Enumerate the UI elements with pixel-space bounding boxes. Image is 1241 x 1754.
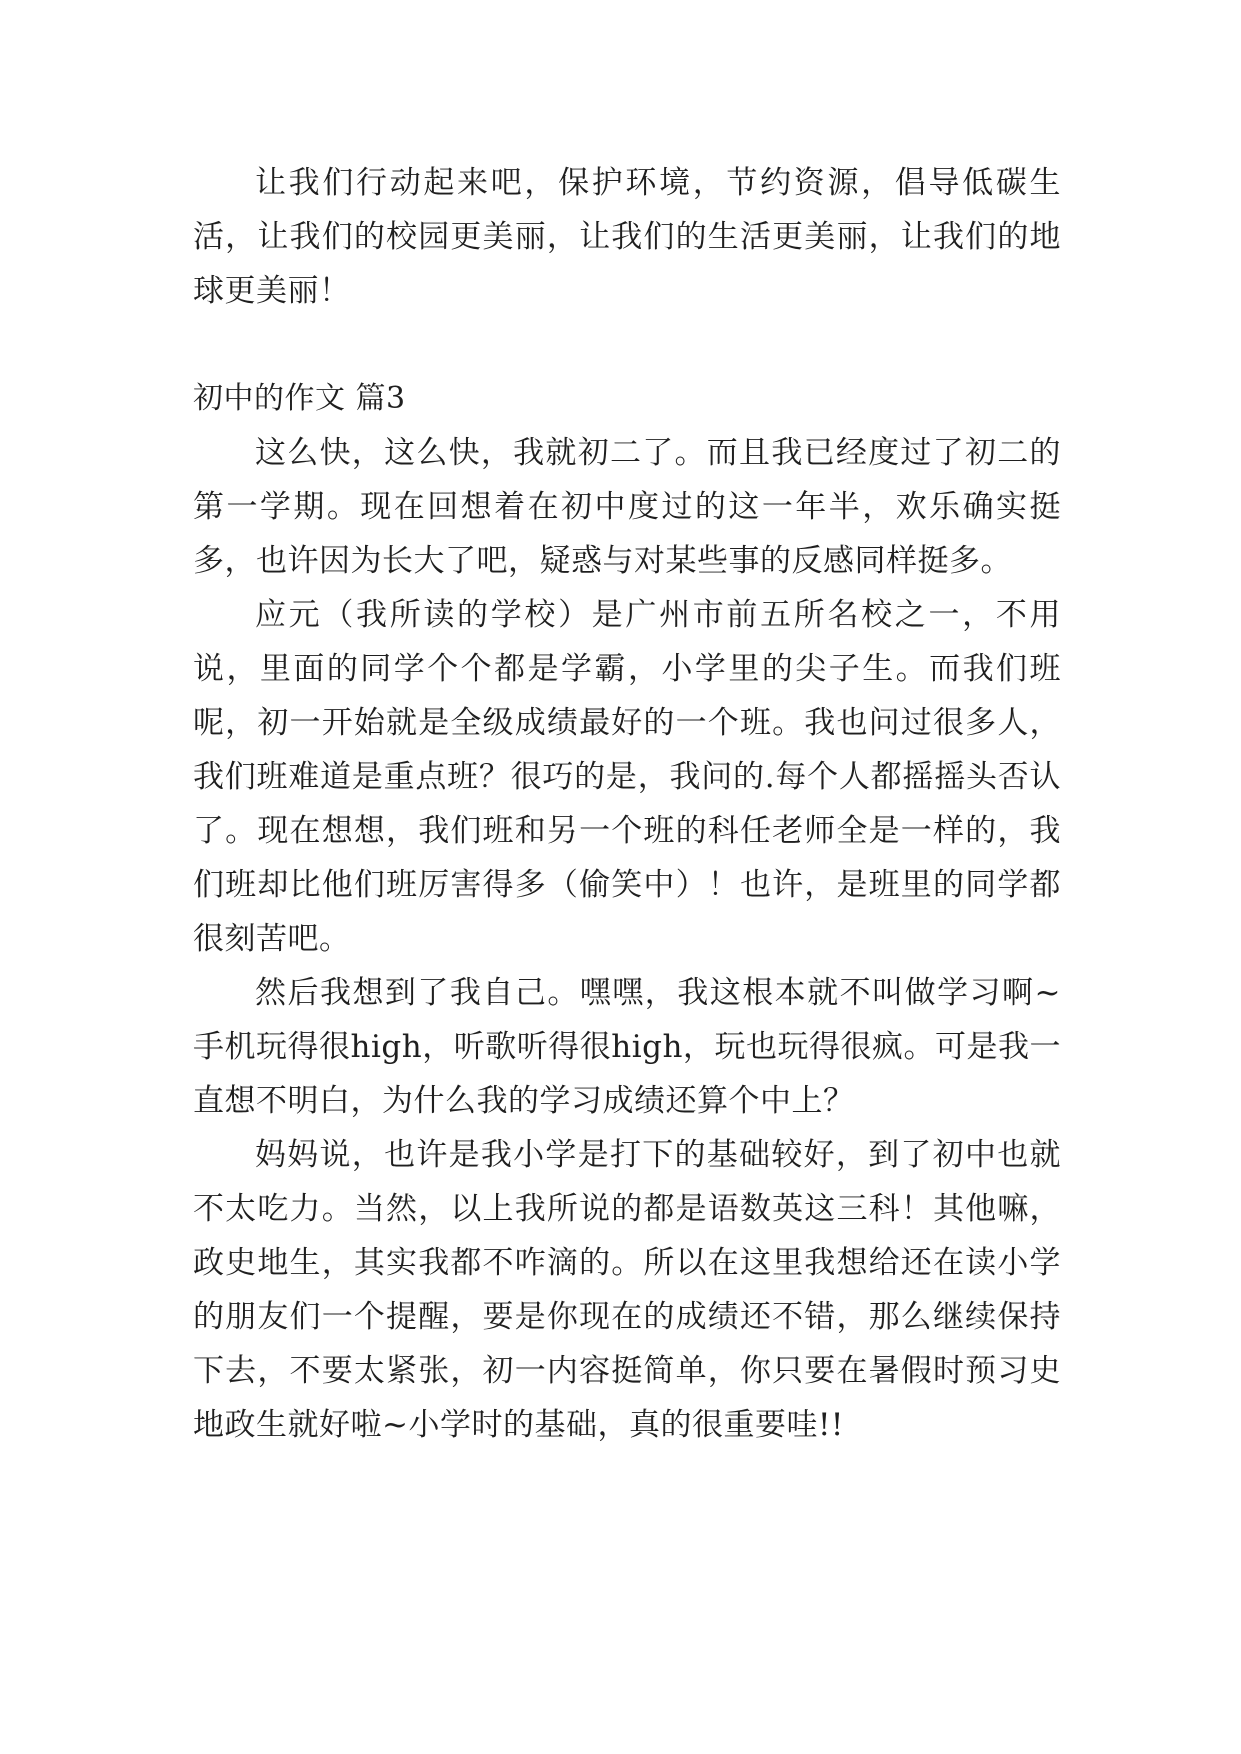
body-paragraph-1: 这么快，这么快，我就初二了。而且我已经度过了初二的第一学期。现在回想着在初中度过的这一年半，欢乐确实挺多，也许因为长大了吧，疑惑与对某些事的反感同样挺多。: [193, 435, 1061, 579]
body-paragraph-2: 应元（我所读的学校）是广州市前五所名校之一，不用说，里面的同学个个都是学霸，小学里的尖子生。而我们班呢，初一开始就是全级成绩最好的一个班。我也问过很多人，我们班难道是重点班？很巧的是，我问的.每个人都摇摇头否认了。现在想想，我们班和另一个班的科任老师全是一样的，我们班却比他们班厉害得多（偷笑中）！也许，是班里的同学都很刻苦吧。: [193, 597, 1061, 957]
section-heading: 初中的作文 篇3: [193, 381, 406, 416]
document-body: [193, 156, 1061, 1452]
body-paragraph-3: 然后我想到了我自己。嘿嘿，我这根本就不叫做学习啊~手机玩得很high，听歌听得很high，玩也玩得很疯。可是我一直想不明白，为什么我的学习成绩还算个中上？: [193, 975, 1061, 1119]
paragraph-gap: [193, 318, 1061, 372]
intro-paragraph: 让我们行动起来吧，保护环境，节约资源，倡导低碳生活，让我们的校园更美丽，让我们的生活更美丽，让我们的地球更美丽！: [193, 165, 1061, 309]
body-paragraph-4: 妈妈说，也许是我小学是打下的基础较好，到了初中也就不太吃力。当然，以上我所说的都是语数英这三科！其他嘛，政史地生，其实我都不咋滴的。所以在这里我想给还在读小学的朋友们一个提醒，要是你现在的成绩还不错，那么继续保持下去，不要太紧张，初一内容挺简单，你只要在暑假时预习史地政生就好啦~小学时的基础，真的很重要哇!!: [193, 1137, 1061, 1443]
